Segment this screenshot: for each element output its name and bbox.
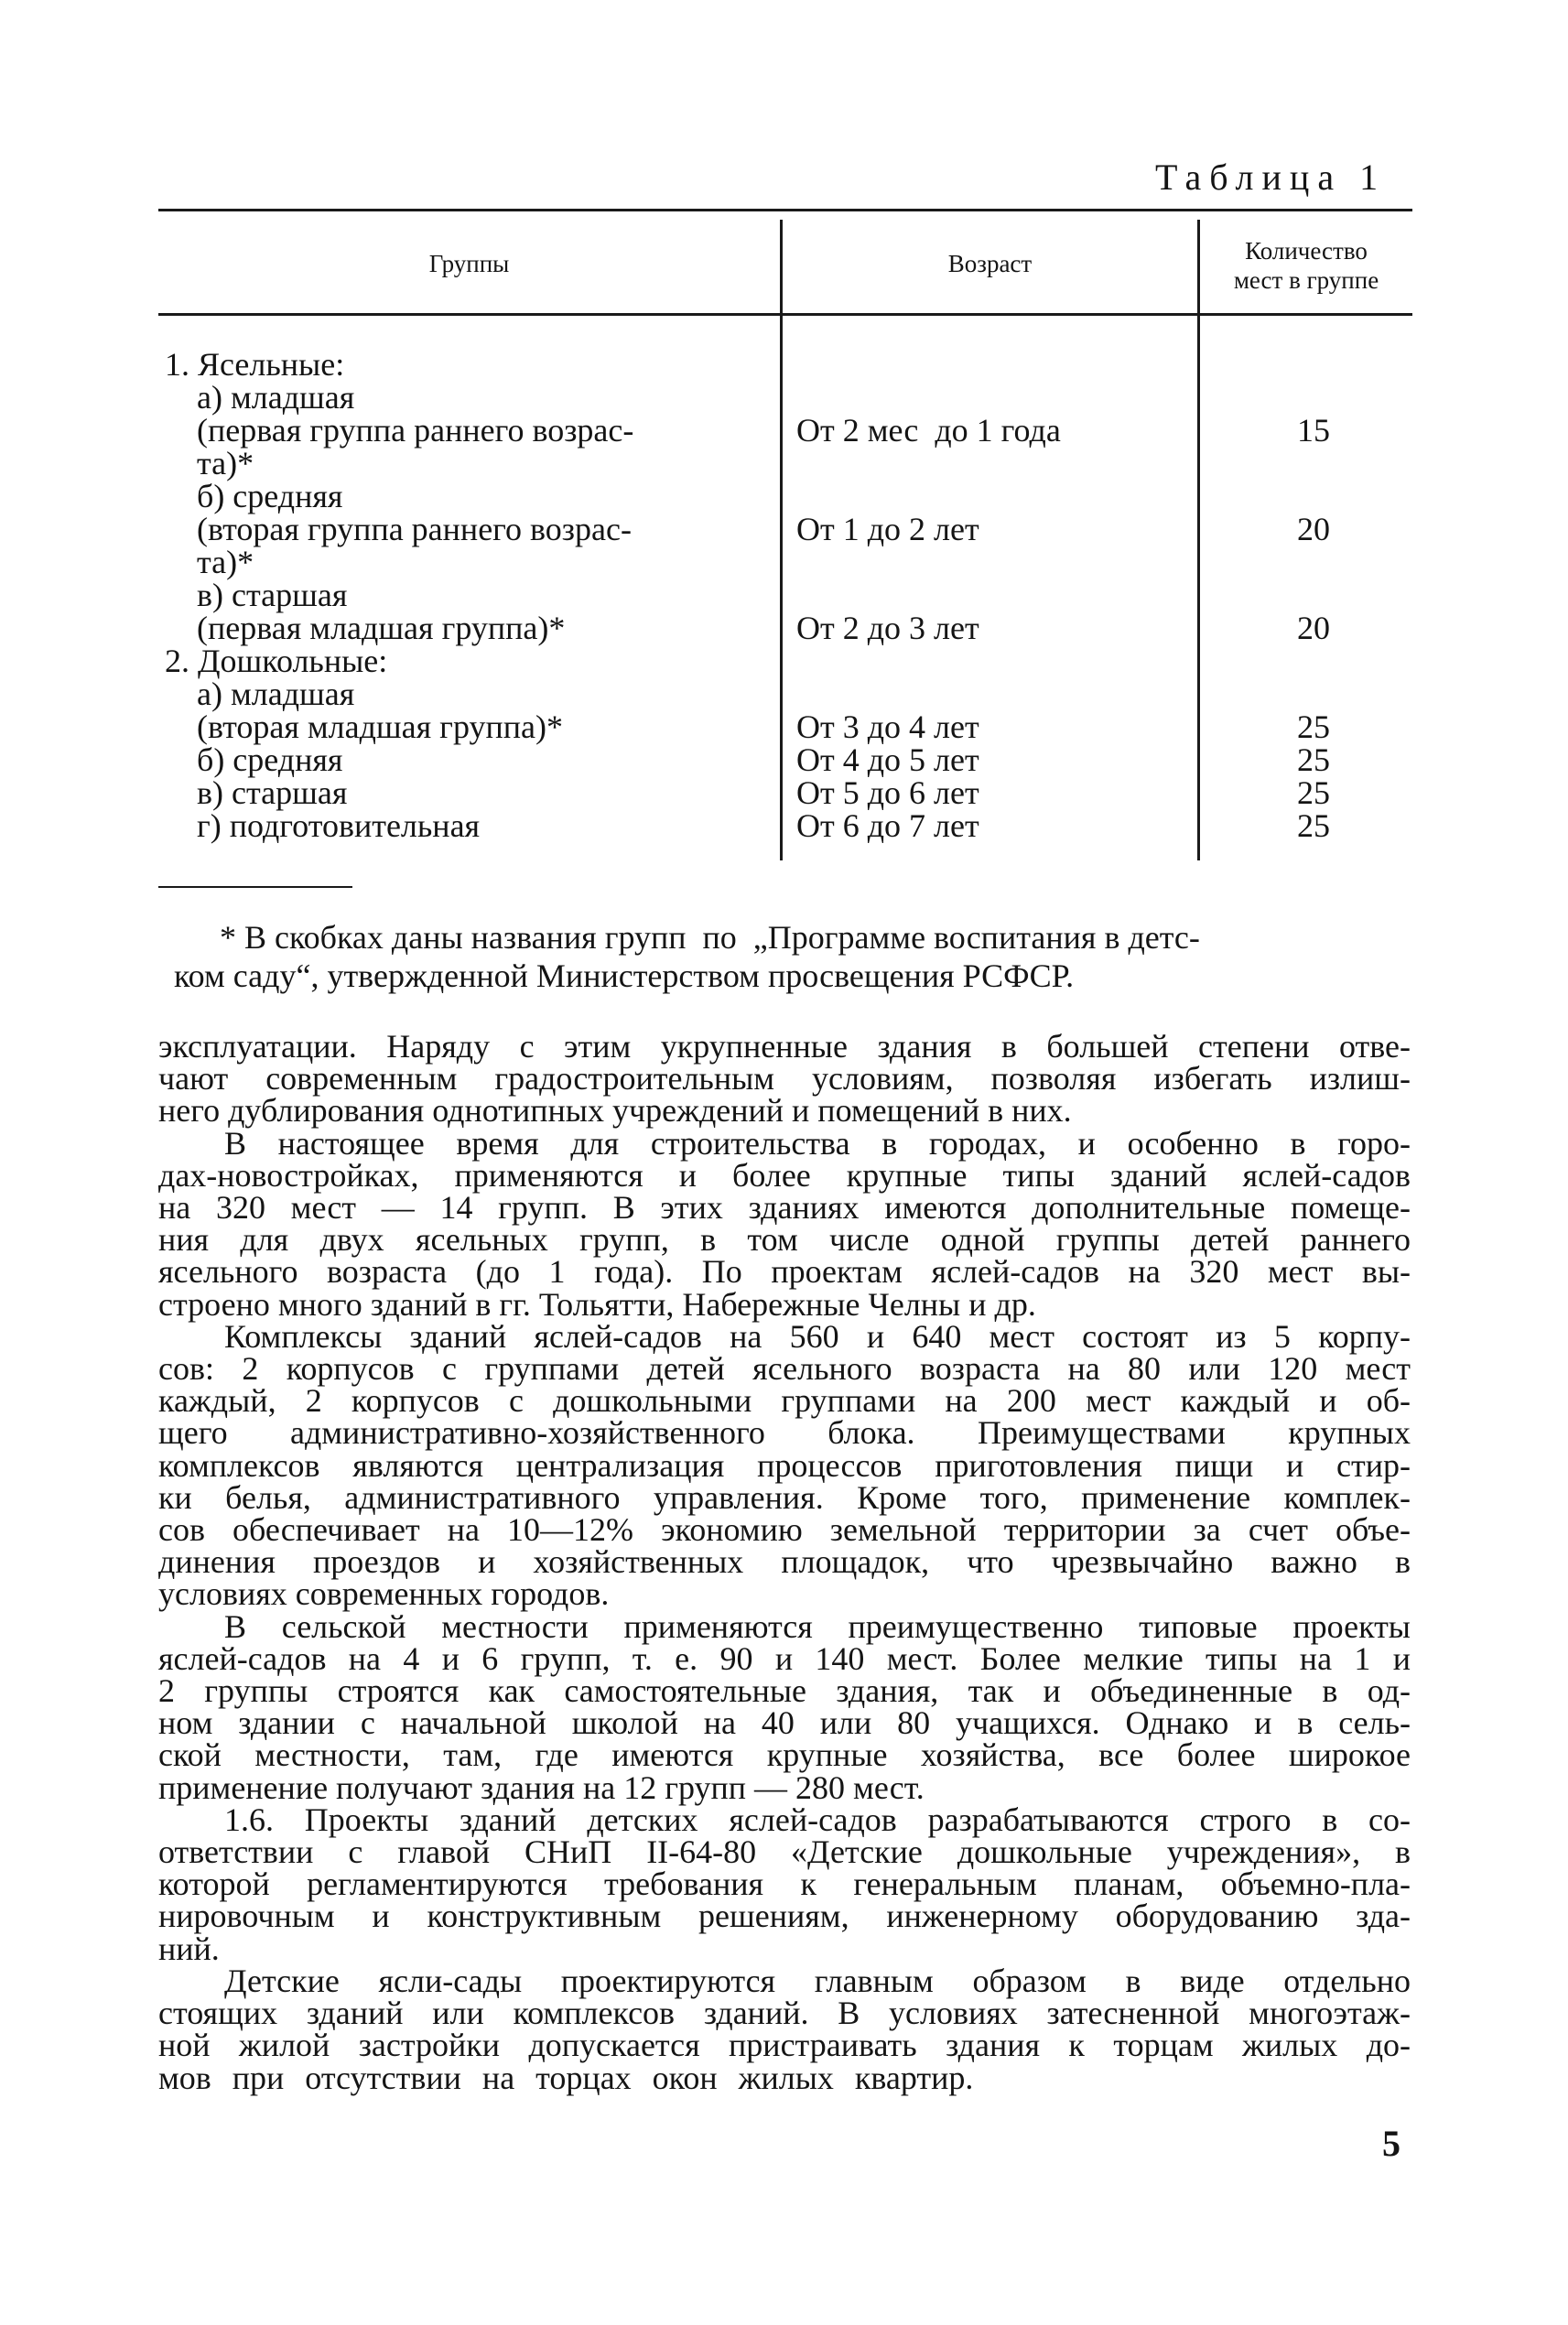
row-group: 2. Дошкольные: <box>165 643 388 679</box>
text-line: строено много зданий в гг. Тольятти, Набережные Челны и др. <box>158 1285 1036 1323</box>
row-group: (первая младшая группа)* <box>197 610 566 646</box>
table-row <box>0 611 1568 644</box>
page-number: 5 <box>1382 2123 1400 2164</box>
paragraph <box>158 1962 1411 2096</box>
row-count: 25 <box>1297 807 1330 844</box>
text-line: Детские ясли-сады проектируются главным образом в виде отдельно <box>224 1962 1411 1999</box>
row-group: (первая группа раннего возрас- <box>197 412 634 449</box>
table-row <box>0 513 1568 546</box>
text-line: применение получают здания на 12 групп — 280 мест. <box>158 1768 925 1806</box>
table-row <box>0 480 1568 513</box>
row-age: От 2 до 3 лет <box>796 610 979 646</box>
row-age: От 2 мес до 1 года <box>796 412 1061 449</box>
table-row <box>0 414 1568 447</box>
text-line: стоящих зданий или комплексов зданий. В условиях затесненной многоэтаж- <box>158 1995 1411 2032</box>
header-count-line2: мест в группе <box>1233 266 1379 294</box>
row-age: От 4 до 5 лет <box>796 741 979 778</box>
row-group: в) старшая <box>197 774 348 811</box>
text-line: Комплексы зданий яслей-садов на 560 и 640 мест состоят из 5 корпу- <box>224 1317 1411 1355</box>
table-row <box>0 809 1568 842</box>
text-line: мов при отсутствии на торцах окон жилых квартир. <box>158 2059 974 2096</box>
text-line: условиях современных городов. <box>158 1575 610 1613</box>
text-line: ния для двух ясельных групп, в том числе одной группы детей раннего <box>158 1221 1411 1259</box>
paragraph <box>158 1607 1411 1806</box>
text-line: чают современным градостроительным условиям, позволяя избегать излиш- <box>158 1060 1411 1098</box>
text-line: щего административно-хозяйственного блока. Преимуществами крупных <box>158 1414 1411 1452</box>
footnote-line: ком саду“, утвержденной Министерством просвещения РСФСР. <box>174 957 1075 994</box>
row-group: б) средняя <box>197 478 343 514</box>
row-group: в) старшая <box>197 577 348 613</box>
paragraph <box>158 1124 1411 1323</box>
text-line: сов обеспечивает на 10—12% экономию земельной территории за счет объе- <box>158 1511 1411 1549</box>
row-group: та)* <box>197 544 254 580</box>
table-row <box>0 743 1568 776</box>
row-count: 20 <box>1297 511 1330 547</box>
row-age: От 6 до 7 лет <box>796 807 979 844</box>
header-count-line1: Количество <box>1245 237 1368 265</box>
text-line: В настоящее время для строительства в городах, и особенно в горо- <box>224 1124 1411 1162</box>
table-row <box>0 447 1568 480</box>
footnote-rule <box>158 886 352 888</box>
text-line: ответствии с главой СНиП II-64-80 «Детские дошкольные учреждения», в <box>158 1833 1411 1871</box>
row-count: 25 <box>1297 774 1330 811</box>
body-text <box>158 1028 1411 2096</box>
row-count: 25 <box>1297 708 1330 745</box>
table-header-rule <box>158 313 1412 316</box>
paragraph <box>158 1028 1411 1130</box>
text-line: него дублирования однотипных учреждений и помещений в них. <box>158 1092 1072 1130</box>
text-line: ний. <box>158 1930 220 1967</box>
row-age: От 1 до 2 лет <box>796 511 979 547</box>
text-line: динения проездов и хозяйственных площадок, что чрезвычайно важно в <box>158 1543 1411 1581</box>
table-row <box>0 677 1568 710</box>
row-age: От 3 до 4 лет <box>796 708 979 745</box>
table-row <box>0 381 1568 414</box>
row-group: (вторая группа раннего возрас- <box>197 511 632 547</box>
row-group: г) подготовительная <box>197 807 481 844</box>
row-group: б) средняя <box>197 741 343 778</box>
footnote <box>174 918 1410 995</box>
paragraph <box>158 1801 1411 1967</box>
text-line: яслей-садов на 4 и 6 групп, т. е. 90 и 140 мест. Более мелкие типы на 1 и <box>158 1639 1411 1677</box>
text-line: ном здании с начальной школой на 40 или 80 учащихся. Однако и в сель- <box>158 1704 1411 1742</box>
text-line: которой регламентируются требования к генеральным планам, объемно-пла- <box>158 1865 1411 1903</box>
row-count: 20 <box>1297 610 1330 646</box>
table-top-rule <box>158 209 1412 211</box>
table-row <box>0 348 1568 381</box>
row-count: 25 <box>1297 741 1330 778</box>
header-groups: Группы <box>428 250 510 277</box>
paragraph <box>158 1317 1411 1613</box>
text-line: сов: 2 корпусов с группами детей ясельного возраста на 80 или 120 мест <box>158 1350 1411 1388</box>
row-group: а) младшая <box>197 676 355 712</box>
text-line: нировочным и конструктивным решениям, инженерному оборудованию зда- <box>158 1898 1411 1935</box>
text-line: ской местности, там, где имеются крупные хозяйства, все более широкое <box>158 1736 1411 1774</box>
row-count: 15 <box>1297 412 1330 449</box>
text-line: В сельской местности применяются преимущественно типовые проекты <box>224 1607 1411 1645</box>
table-row <box>0 579 1568 611</box>
table-row <box>0 546 1568 579</box>
header-age: Возраст <box>947 250 1033 277</box>
text-line: комплексов являются централизация процессов приготовления пищи и стир- <box>158 1446 1411 1484</box>
text-line: каждый, 2 корпусов с дошкольными группами на 200 мест каждый и об- <box>158 1382 1411 1420</box>
row-group: та)* <box>197 445 254 481</box>
text-line: 2 группы строятся как самостоятельные здания, так и объединенные в од- <box>158 1672 1411 1710</box>
text-line: ки белья, административного управления. Кроме того, применение комплек- <box>158 1478 1411 1516</box>
text-line: дах-новостройках, применяются и более крупные типы зданий яслей-садов <box>158 1156 1411 1194</box>
row-group: 1. Ясельные: <box>165 346 345 383</box>
text-line: ной жилой застройки допускается пристраивать здания к торцам жилых до- <box>158 2027 1411 2064</box>
row-age: От 5 до 6 лет <box>796 774 979 811</box>
header-count <box>1200 236 1412 295</box>
table-row <box>0 776 1568 809</box>
text-line: ясельного возраста (до 1 года). По проектам яслей-садов на 320 мест вы- <box>158 1253 1411 1291</box>
text-line: эксплуатации. Наряду с этим укрупненные здания в большей степени отве- <box>158 1028 1411 1065</box>
table-row <box>0 710 1568 743</box>
text-line: 1.6. Проекты зданий детских яслей-садов разрабатываются строго в со- <box>224 1801 1411 1838</box>
table-caption: Таблица 1 <box>1155 157 1387 198</box>
row-group: (вторая младшая группа)* <box>197 708 563 745</box>
text-line: на 320 мест — 14 групп. В этих зданиях имеются дополнительные помеще- <box>158 1189 1411 1227</box>
row-group: а) младшая <box>197 379 355 416</box>
footnote-line: * В скобках даны названия групп по „Программе воспитания в детс- <box>220 919 1200 956</box>
table-row <box>0 644 1568 677</box>
